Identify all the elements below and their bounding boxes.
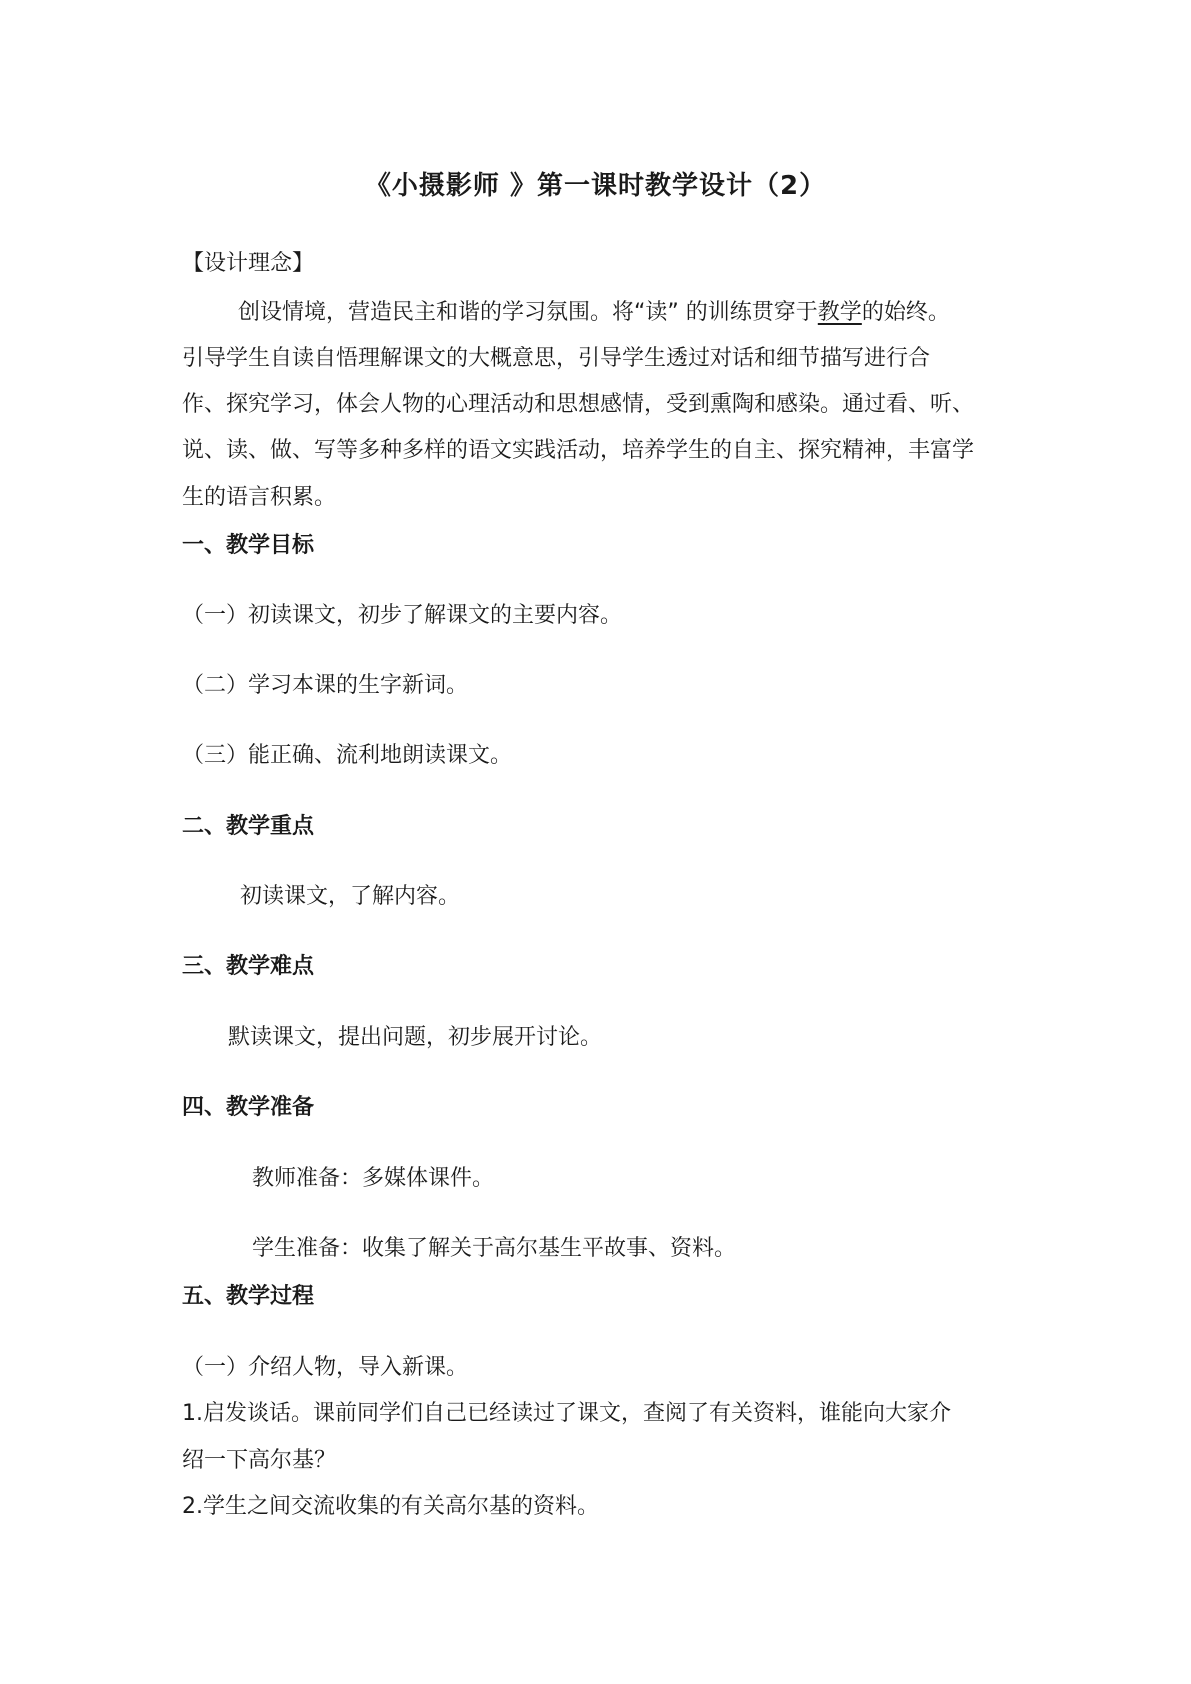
section-2-heading: 二、教学重点 <box>182 814 315 839</box>
teacher-preparation: 教师准备：多媒体课件。 <box>252 1166 495 1191</box>
key-point-text: 初读课文，了解内容。 <box>240 884 461 909</box>
concept-line-4: 说、读、做、写等多种多样的语文实践活动，培养学生的自主、探究精神，丰富学 <box>182 438 975 463</box>
concept-underlined-word: 教学 <box>817 300 862 325</box>
section-1-heading: 一、教学目标 <box>182 533 315 558</box>
objective-item-2: （二）学习本课的生字新词。 <box>182 673 469 698</box>
section-5-heading: 五、教学过程 <box>182 1284 315 1309</box>
concept-label: 【设计理念】 <box>182 251 315 276</box>
student-preparation: 学生准备：收集了解关于高尔基生平故事、资料。 <box>252 1236 737 1261</box>
concept-line-1 <box>238 297 950 329</box>
process-step-1-line-1: 1.启发谈话。课前同学们自己已经读过了课文，查阅了有关资料，谁能向大家介 <box>182 1401 951 1426</box>
concept-line-2: 引导学生自读自悟理解课文的大概意思，引导学生透过对话和细节描写进行合 <box>182 346 931 371</box>
section-4-heading: 四、教学准备 <box>182 1095 315 1120</box>
concept-line-5: 生的语言积累。 <box>182 485 337 510</box>
objective-item-3: （三）能正确、流利地朗读课文。 <box>182 743 513 768</box>
process-step-1-line-2: 绍一下高尔基？ <box>182 1448 337 1473</box>
concept-line-3: 作、探究学习，体会人物的心理活动和思想感情，受到熏陶和感染。通过看、听、 <box>182 392 975 417</box>
concept-line-1-text: 创设情境，营造民主和谐的学习氛围。将“读” 的训练贯穿于 <box>238 300 818 325</box>
section-3-heading: 三、教学难点 <box>182 954 315 979</box>
document-title: 《小摄影师 》第一课时教学设计（2） <box>364 171 827 201</box>
difficulty-text: 默读课文，提出问题，初步展开讨论。 <box>228 1025 603 1050</box>
process-subheading-1: （一）介绍人物，导入新课。 <box>182 1355 469 1380</box>
concept-line-1-end: 的始终。 <box>861 300 950 325</box>
objective-item-1: （一）初读课文，初步了解课文的主要内容。 <box>182 603 623 628</box>
process-step-2: 2.学生之间交流收集的有关高尔基的资料。 <box>182 1494 599 1519</box>
